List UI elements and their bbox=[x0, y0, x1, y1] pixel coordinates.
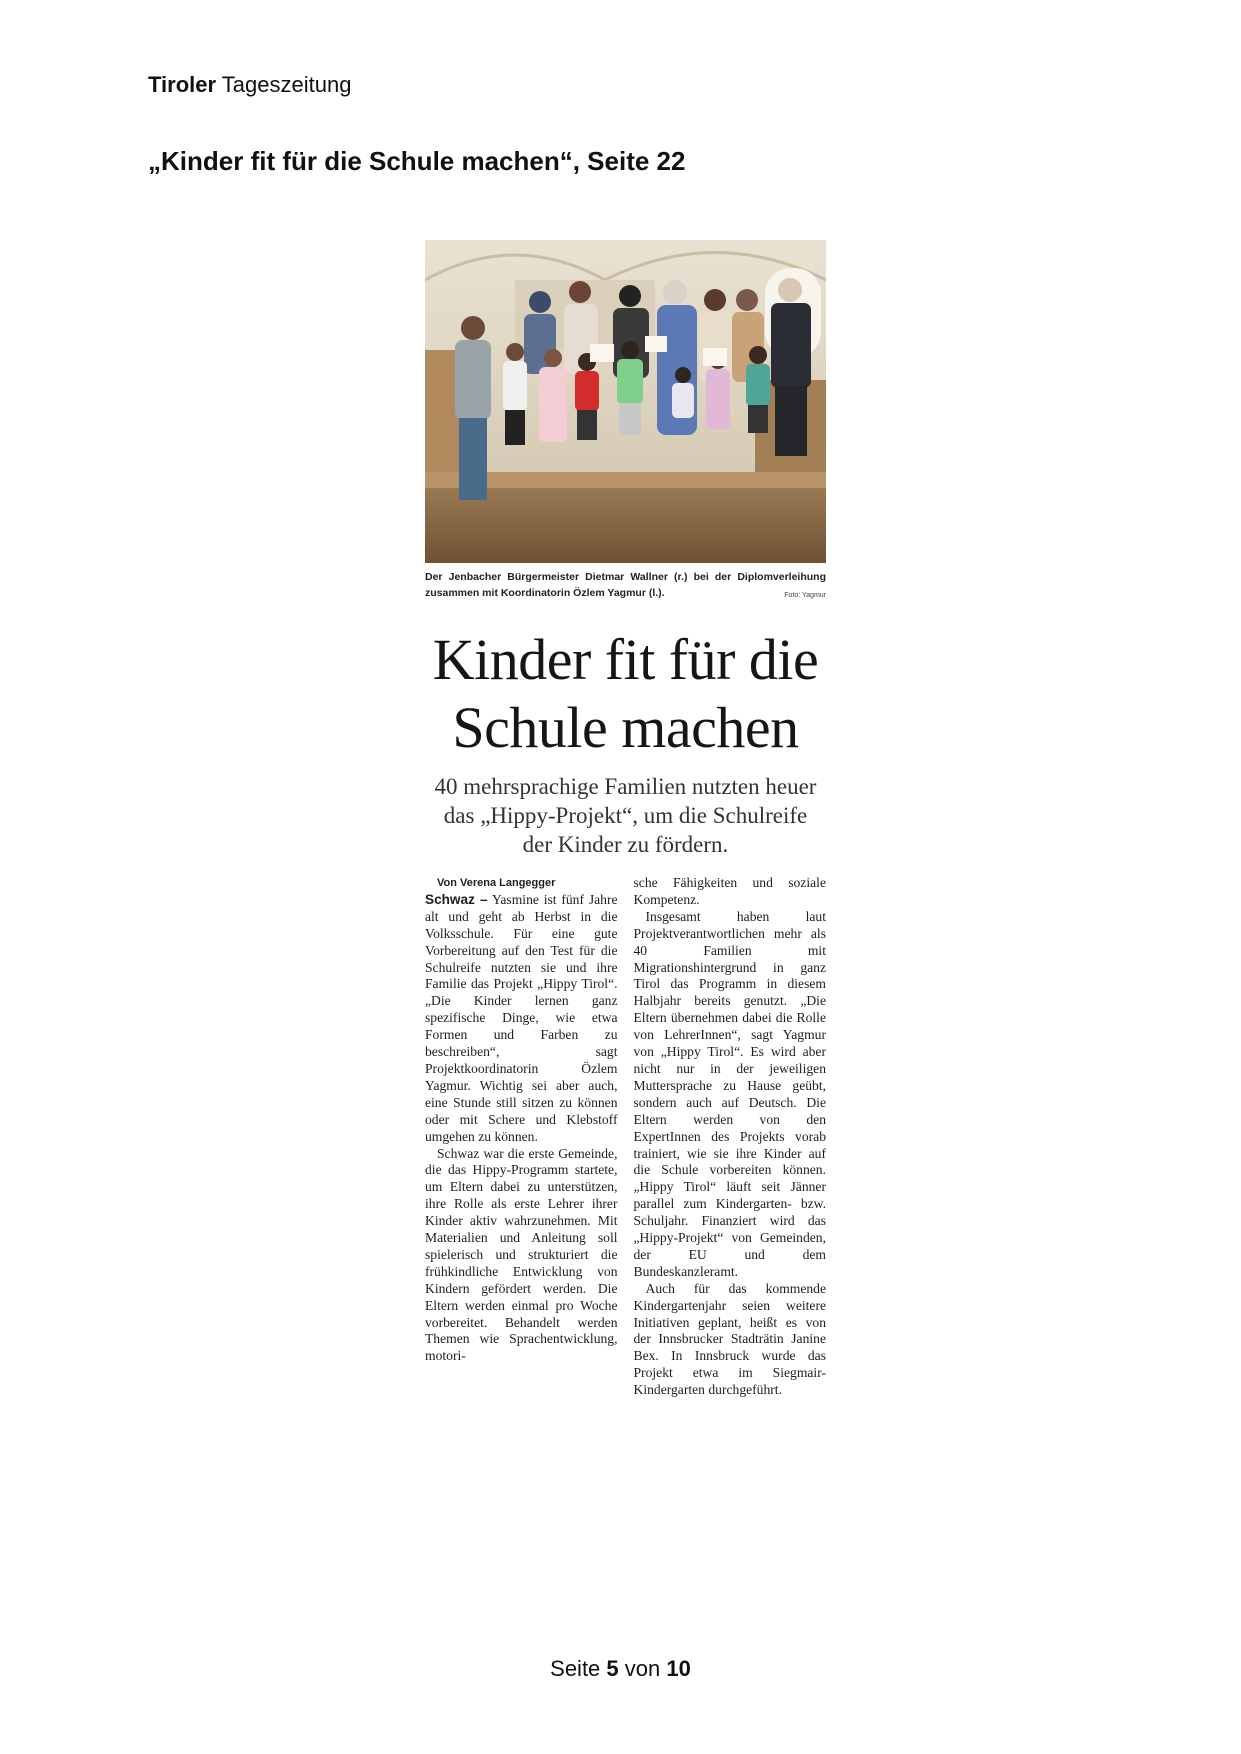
photo-caption bbox=[425, 569, 826, 604]
article-dateline: Schwaz – bbox=[425, 891, 488, 907]
document-title: „Kinder fit für die Schule machen“, Seite 22 bbox=[148, 146, 686, 176]
article-headline: Kinder fit für die Schule machen bbox=[432, 627, 819, 760]
photo-credit: Foto: Yagmur bbox=[784, 592, 826, 599]
group-photo bbox=[425, 240, 826, 563]
publication-name-bold: Tiroler bbox=[148, 72, 217, 97]
article-paragraph bbox=[425, 892, 618, 1146]
publication-name-rest: Tageszeitung bbox=[216, 72, 352, 97]
page-label: Seite bbox=[550, 1656, 607, 1681]
article-column-2 bbox=[634, 875, 827, 1399]
total-page-count: 10 bbox=[666, 1656, 691, 1681]
article-byline: Von Verena Langegger bbox=[437, 877, 556, 889]
photo-caption-text: Der Jenbacher Bürgermeister Dietmar Wallner (r.) bei der Diplomverleihung zusammen mit Koordinatorin Özlem Yagmur (l.). bbox=[425, 571, 826, 599]
page-footer bbox=[0, 1656, 1241, 1682]
article-paragraph: Insgesamt haben laut Projektverantwortlichen mehr als 40 Familien mit Migrationshintergrund in ganz Tirol das Programm in diesem Halbjahr bereits genutzt. „Die Eltern übernehmen dabei die Rolle von LehrerInnen“, sagt Yagmur von „Hippy Tirol“. Es wird aber nicht nur in der jeweiligen Muttersprache zu Hause geübt, sondern auch auf Deutsch. Die Eltern werden von den ExpertInnen des Projekts vorab trainiert, wie sie ihre Kinder auf die Schule vorbereiten können. „Hippy Tirol“ läuft seit Jänner parallel zum Kindergarten- bzw. Schuljahr. Finanziert wird das „Hippy-Projekt“ von Gemeinden, der EU und dem Bundeskanzleramt. bbox=[633, 908, 826, 1279]
article-paragraph: sche Fähigkeiten und soziale Kompetenz. bbox=[633, 875, 826, 907]
article-paragraph: Auch für das kommende Kindergartenjahr seien weitere Initiativen geplant, heißt es von der Innsbrucker Stadträtin Janine Bex. In Innsbruck wurde das Projekt etwa im Siegmair-Kindergarten durchgeführt. bbox=[633, 1280, 826, 1398]
page-of-label: von bbox=[618, 1656, 667, 1681]
article-paragraph-text: Yasmine ist fünf Jahre alt und geht ab Herbst in die Volksschule. Für eine gute Vorbereitung auf den Test für die Schulreife nutzten sie und ihre Familie das Projekt „Hippy Tirol“. „Die Kinder lernen ganz spezifische Dinge, wie etwa Formen und Farben zu beschreiben“, sagt Projektkoordinatorin Özlem Yagmur. Wichtig sei aber auch, eine Stunde still sitzen zu können oder mit Schere und Klebstoff umgehen zu können. bbox=[425, 891, 618, 1144]
article-column-1 bbox=[425, 875, 618, 1399]
article-body bbox=[425, 875, 826, 1399]
newspaper-clipping bbox=[425, 240, 826, 1399]
publication-header bbox=[148, 72, 351, 98]
current-page-number: 5 bbox=[606, 1656, 619, 1681]
article-standfirst: 40 mehrsprachige Familien nutzten heuer das „Hippy-Projekt“, um die Schulreife der Kinder zu fördern. bbox=[434, 774, 817, 857]
article-paragraph: Schwaz war die erste Gemeinde, die das Hippy-Programm startete, um Eltern dabei zu unterstützen, ihre Rolle als erste Lehrer ihrer Kinder aktiv wahrzunehmen. Mit Materialien und Anleitung soll spielerisch und strukturiert die frühkindliche Entwicklung von Kindern gefördert werden. Die Eltern werden einmal pro Woche vorbereitet. Behandelt werden Themen wie Sprachentwicklung, motori- bbox=[425, 1145, 618, 1364]
